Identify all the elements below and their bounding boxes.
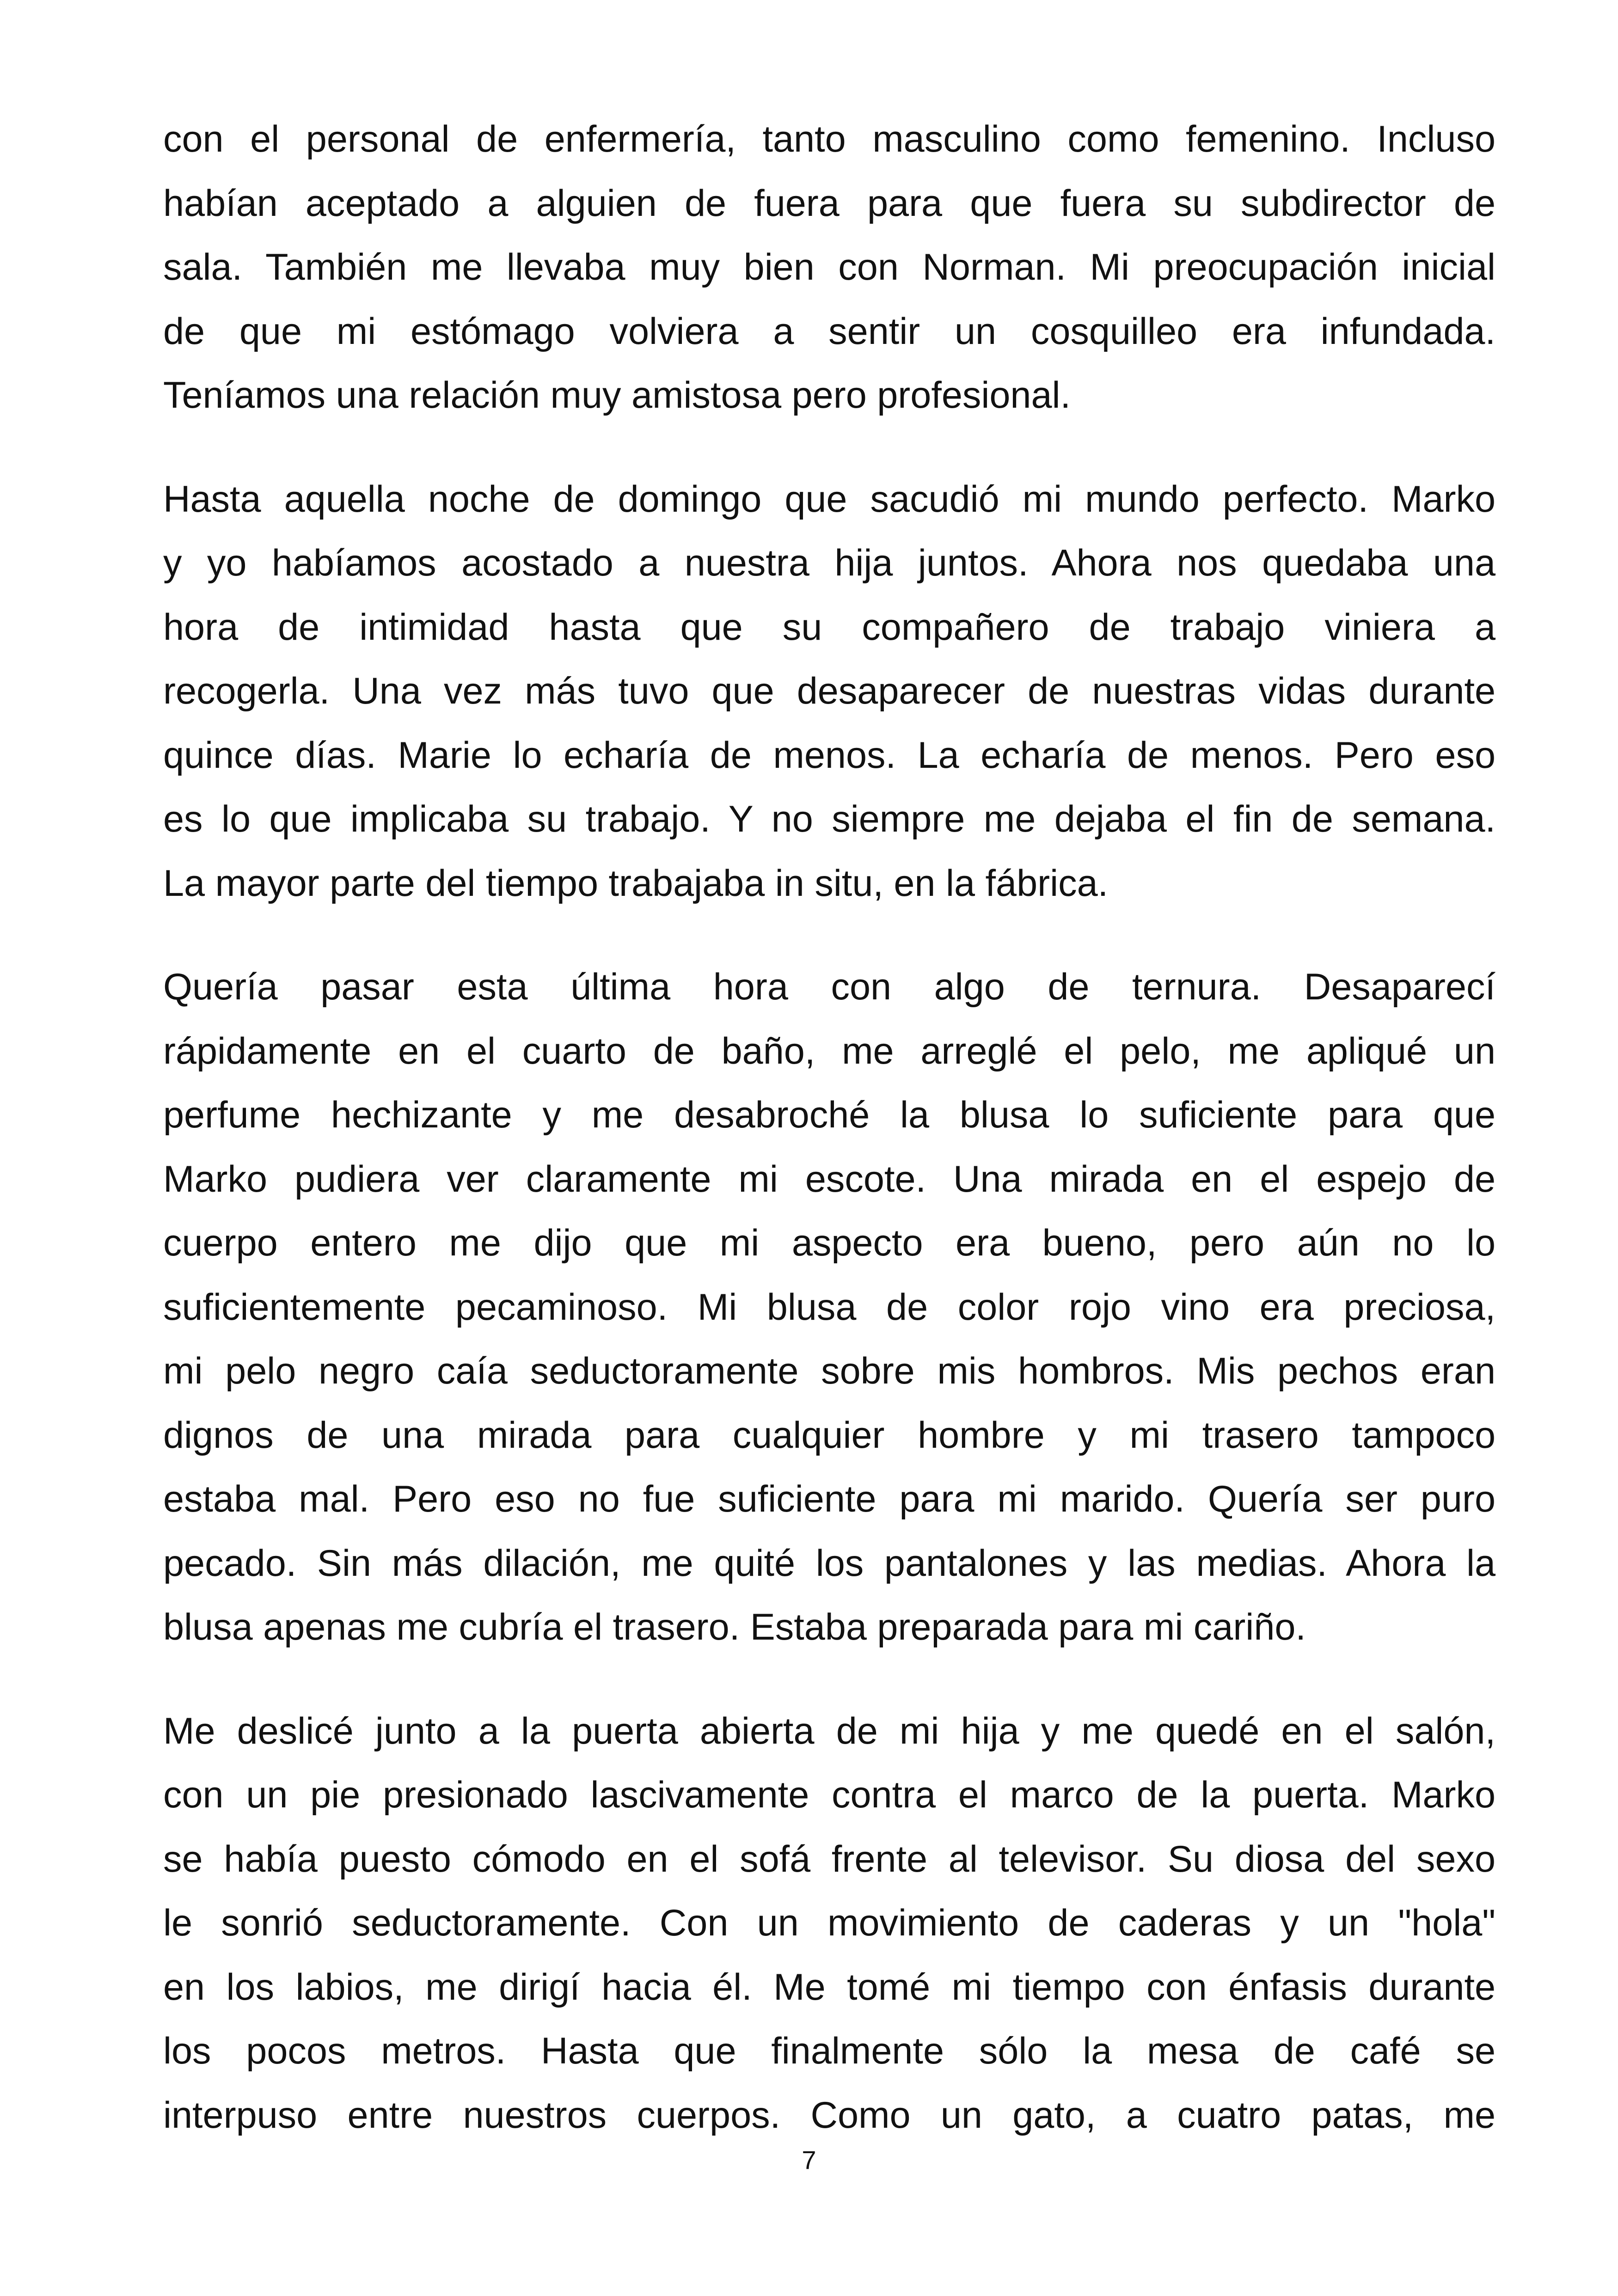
- text-line: sala. También me llevaba muy bien con Norman. Mi preocupación inicial: [163, 246, 1495, 288]
- text-line: interpuso entre nuestros cuerpos. Como un gato, a cuatro patas, me: [163, 2094, 1495, 2136]
- text-line: con un pie presionado lascivamente contra el marco de la puerta. Marko: [163, 1774, 1495, 1816]
- text-line: habían aceptado a alguien de fuera para que fuera su subdirector de: [163, 182, 1495, 224]
- text-line: blusa apenas me cubría el trasero. Estaba preparada para mi cariño.: [163, 1606, 1306, 1648]
- text-line: La mayor parte del tiempo trabajaba in situ, en la fábrica.: [163, 862, 1109, 904]
- text-line: cuerpo entero me dijo que mi aspecto era bueno, pero aún no lo: [163, 1222, 1495, 1264]
- paragraph-2: [163, 467, 1495, 916]
- text-line: se había puesto cómodo en el sofá frente al televisor. Su diosa del sexo: [163, 1838, 1495, 1880]
- text-line: es lo que implicaba su trabajo. Y no siempre me dejaba el fin de semana.: [163, 798, 1495, 840]
- text-line: los pocos metros. Hasta que finalmente sólo la mesa de café se: [163, 2030, 1495, 2072]
- text-line: de que mi estómago volviera a sentir un cosquilleo era infundada.: [163, 310, 1495, 352]
- text-line: Teníamos una relación muy amistosa pero profesional.: [163, 374, 1071, 416]
- body-text: [163, 107, 1495, 2187]
- text-line: estaba mal. Pero eso no fue suficiente para mi marido. Quería ser puro: [163, 1478, 1495, 1520]
- text-line: mi pelo negro caía seductoramente sobre mis hombros. Mis pechos eran: [163, 1350, 1495, 1392]
- text-line: hora de intimidad hasta que su compañero de trabajo viniera a: [163, 606, 1495, 648]
- text-line: y yo habíamos acostado a nuestra hija juntos. Ahora nos quedaba una: [163, 542, 1495, 584]
- text-line: quince días. Marie lo echaría de menos. La echaría de menos. Pero eso: [163, 734, 1495, 776]
- text-line: Hasta aquella noche de domingo que sacudió mi mundo perfecto. Marko: [163, 478, 1495, 520]
- text-line: Quería pasar esta última hora con algo de ternura. Desaparecí: [163, 966, 1495, 1008]
- paragraph-4: [163, 1699, 1495, 2148]
- text-line: dignos de una mirada para cualquier hombre y mi trasero tampoco: [163, 1414, 1495, 1456]
- text-line: recogerla. Una vez más tuvo que desaparecer de nuestras vidas durante: [163, 670, 1495, 712]
- text-line: le sonrió seductoramente. Con un movimiento de caderas y un "hola": [163, 1902, 1495, 1944]
- paragraph-3: [163, 955, 1495, 1659]
- page-number: 7: [802, 2145, 816, 2174]
- text-line: perfume hechizante y me desabroché la blusa lo suficiente para que: [163, 1094, 1495, 1136]
- text-line: rápidamente en el cuarto de baño, me arreglé el pelo, me apliqué un: [163, 1030, 1495, 1072]
- text-line: con el personal de enfermería, tanto masculino como femenino. Incluso: [163, 118, 1495, 160]
- text-line: Marko pudiera ver claramente mi escote. Una mirada en el espejo de: [163, 1158, 1495, 1200]
- paragraph-1: [163, 107, 1495, 428]
- text-line: pecado. Sin más dilación, me quité los pantalones y las medias. Ahora la: [163, 1542, 1495, 1584]
- text-line: en los labios, me dirigí hacia él. Me tomé mi tiempo con énfasis durante: [163, 1966, 1495, 2008]
- text-line: Me deslicé junto a la puerta abierta de mi hija y me quedé en el salón,: [163, 1710, 1495, 1752]
- text-line: suficientemente pecaminoso. Mi blusa de color rojo vino era preciosa,: [163, 1286, 1495, 1328]
